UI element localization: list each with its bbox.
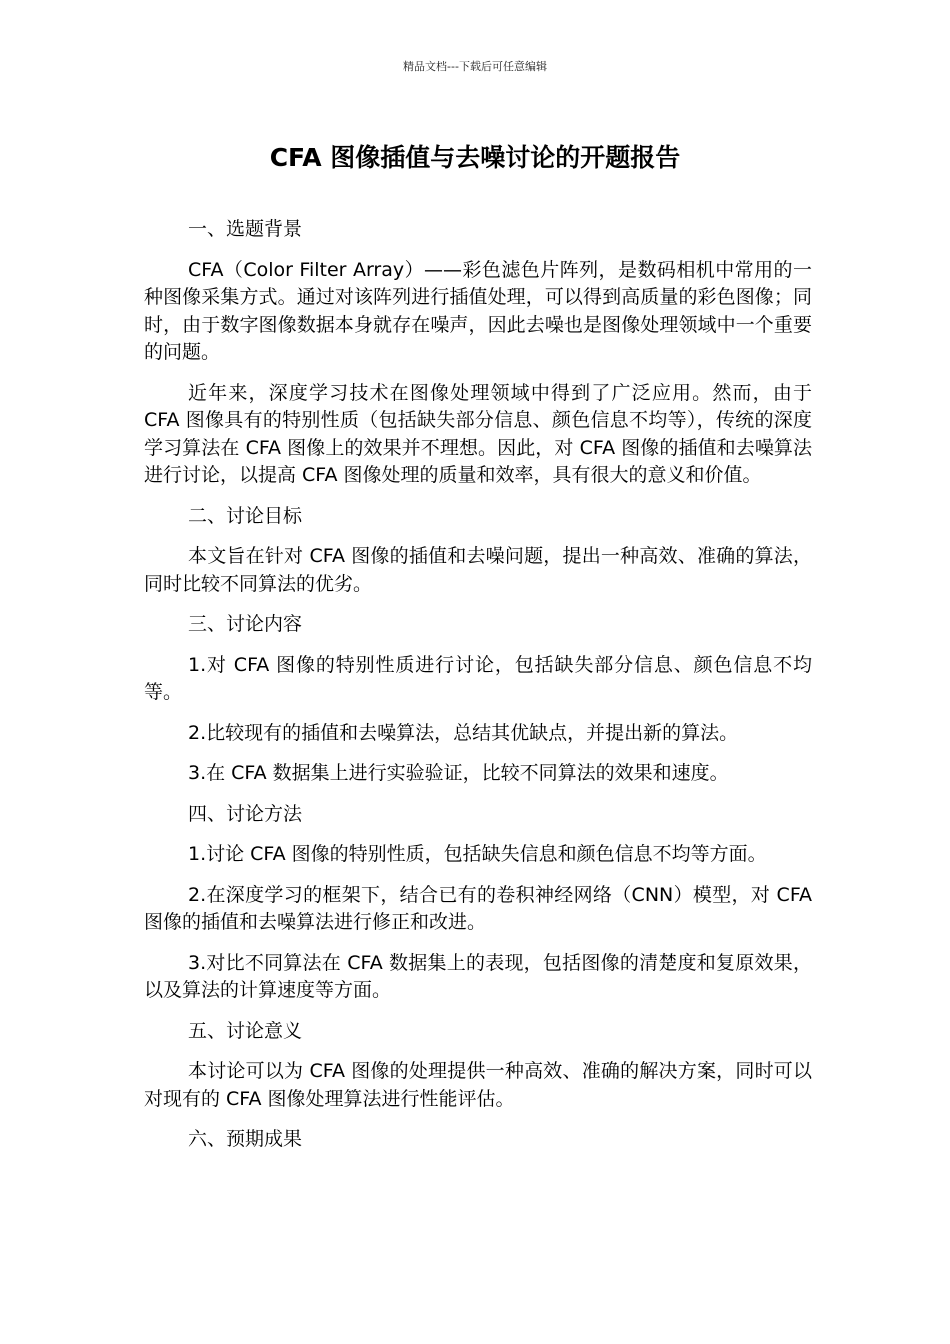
header-note: 精品文档---下载后可任意编辑 [403, 60, 547, 73]
section-heading-background: 一、选题背景 [188, 218, 303, 240]
section-heading-goals: 二、讨论目标 [188, 504, 303, 527]
paragraph-deep-learning: 近年来，深度学习技术在图像处理领域中得到了广泛应用。然而，由于 CFA 图像具有的特别性质（包括缺失部分信息、颜色信息不均等），传统的深度学习算法在 CFA 图像上的效果并不理想。因此，对 CFA 图像的插值和去噪算法进行讨论，以提高 CFA 图像处理的质量和效率，具有很大的意义和价值。 [144, 381, 812, 486]
list-item-content-2: 2.比较现有的插值和去噪算法，总结其优缺点，并提出新的算法。 [188, 721, 739, 744]
section-heading-content: 三、讨论内容 [188, 613, 303, 635]
list-item-method-1: 1.讨论 CFA 图像的特别性质，包括缺失信息和颜色信息不均等方面。 [188, 843, 767, 865]
paragraph-cfa-intro: CFA（Color Filter Array）——彩色滤色片阵列，是数码相机中常用的一种图像采集方式。通过对该阵列进行插值处理，可以得到高质量的彩色图像；同时，由于数字图像数据本身就存在噪声，因此去噪也是图像处理领域中一个重要的问题。 [144, 258, 812, 363]
paragraph-goals: 本文旨在针对 CFA 图像的插值和去噪问题，提出一种高效、准确的算法，同时比较不同算法的优劣。 [144, 545, 812, 595]
list-item-content-3: 3.在 CFA 数据集上进行实验验证，比较不同算法的效果和速度。 [188, 762, 729, 784]
section-heading-significance: 五、讨论意义 [188, 1019, 303, 1042]
paragraph-significance: 本讨论可以为 CFA 图像的处理提供一种高效、准确的解决方案，同时可以对现有的 CFA 图像处理算法进行性能评估。 [144, 1060, 812, 1110]
document-body [144, 216, 812, 1167]
section-heading-expected-results: 六、预期成果 [188, 1128, 303, 1150]
section-heading-methods: 四、讨论方法 [188, 802, 303, 825]
list-item-method-3: 3.对比不同算法在 CFA 数据集上的表现，包括图像的清楚度和复原效果，以及算法的计算速度等方面。 [144, 951, 812, 1001]
list-item-content-1: 1.对 CFA 图像的特别性质进行讨论，包括缺失部分信息、颜色信息不均等。 [144, 653, 812, 703]
document-title: CFA 图像插值与去噪讨论的开题报告 [269, 143, 681, 172]
list-item-method-2: 2.在深度学习的框架下，结合已有的卷积神经网络（CNN）模型，对 CFA 图像的插值和去噪算法进行修正和改进。 [144, 883, 812, 933]
